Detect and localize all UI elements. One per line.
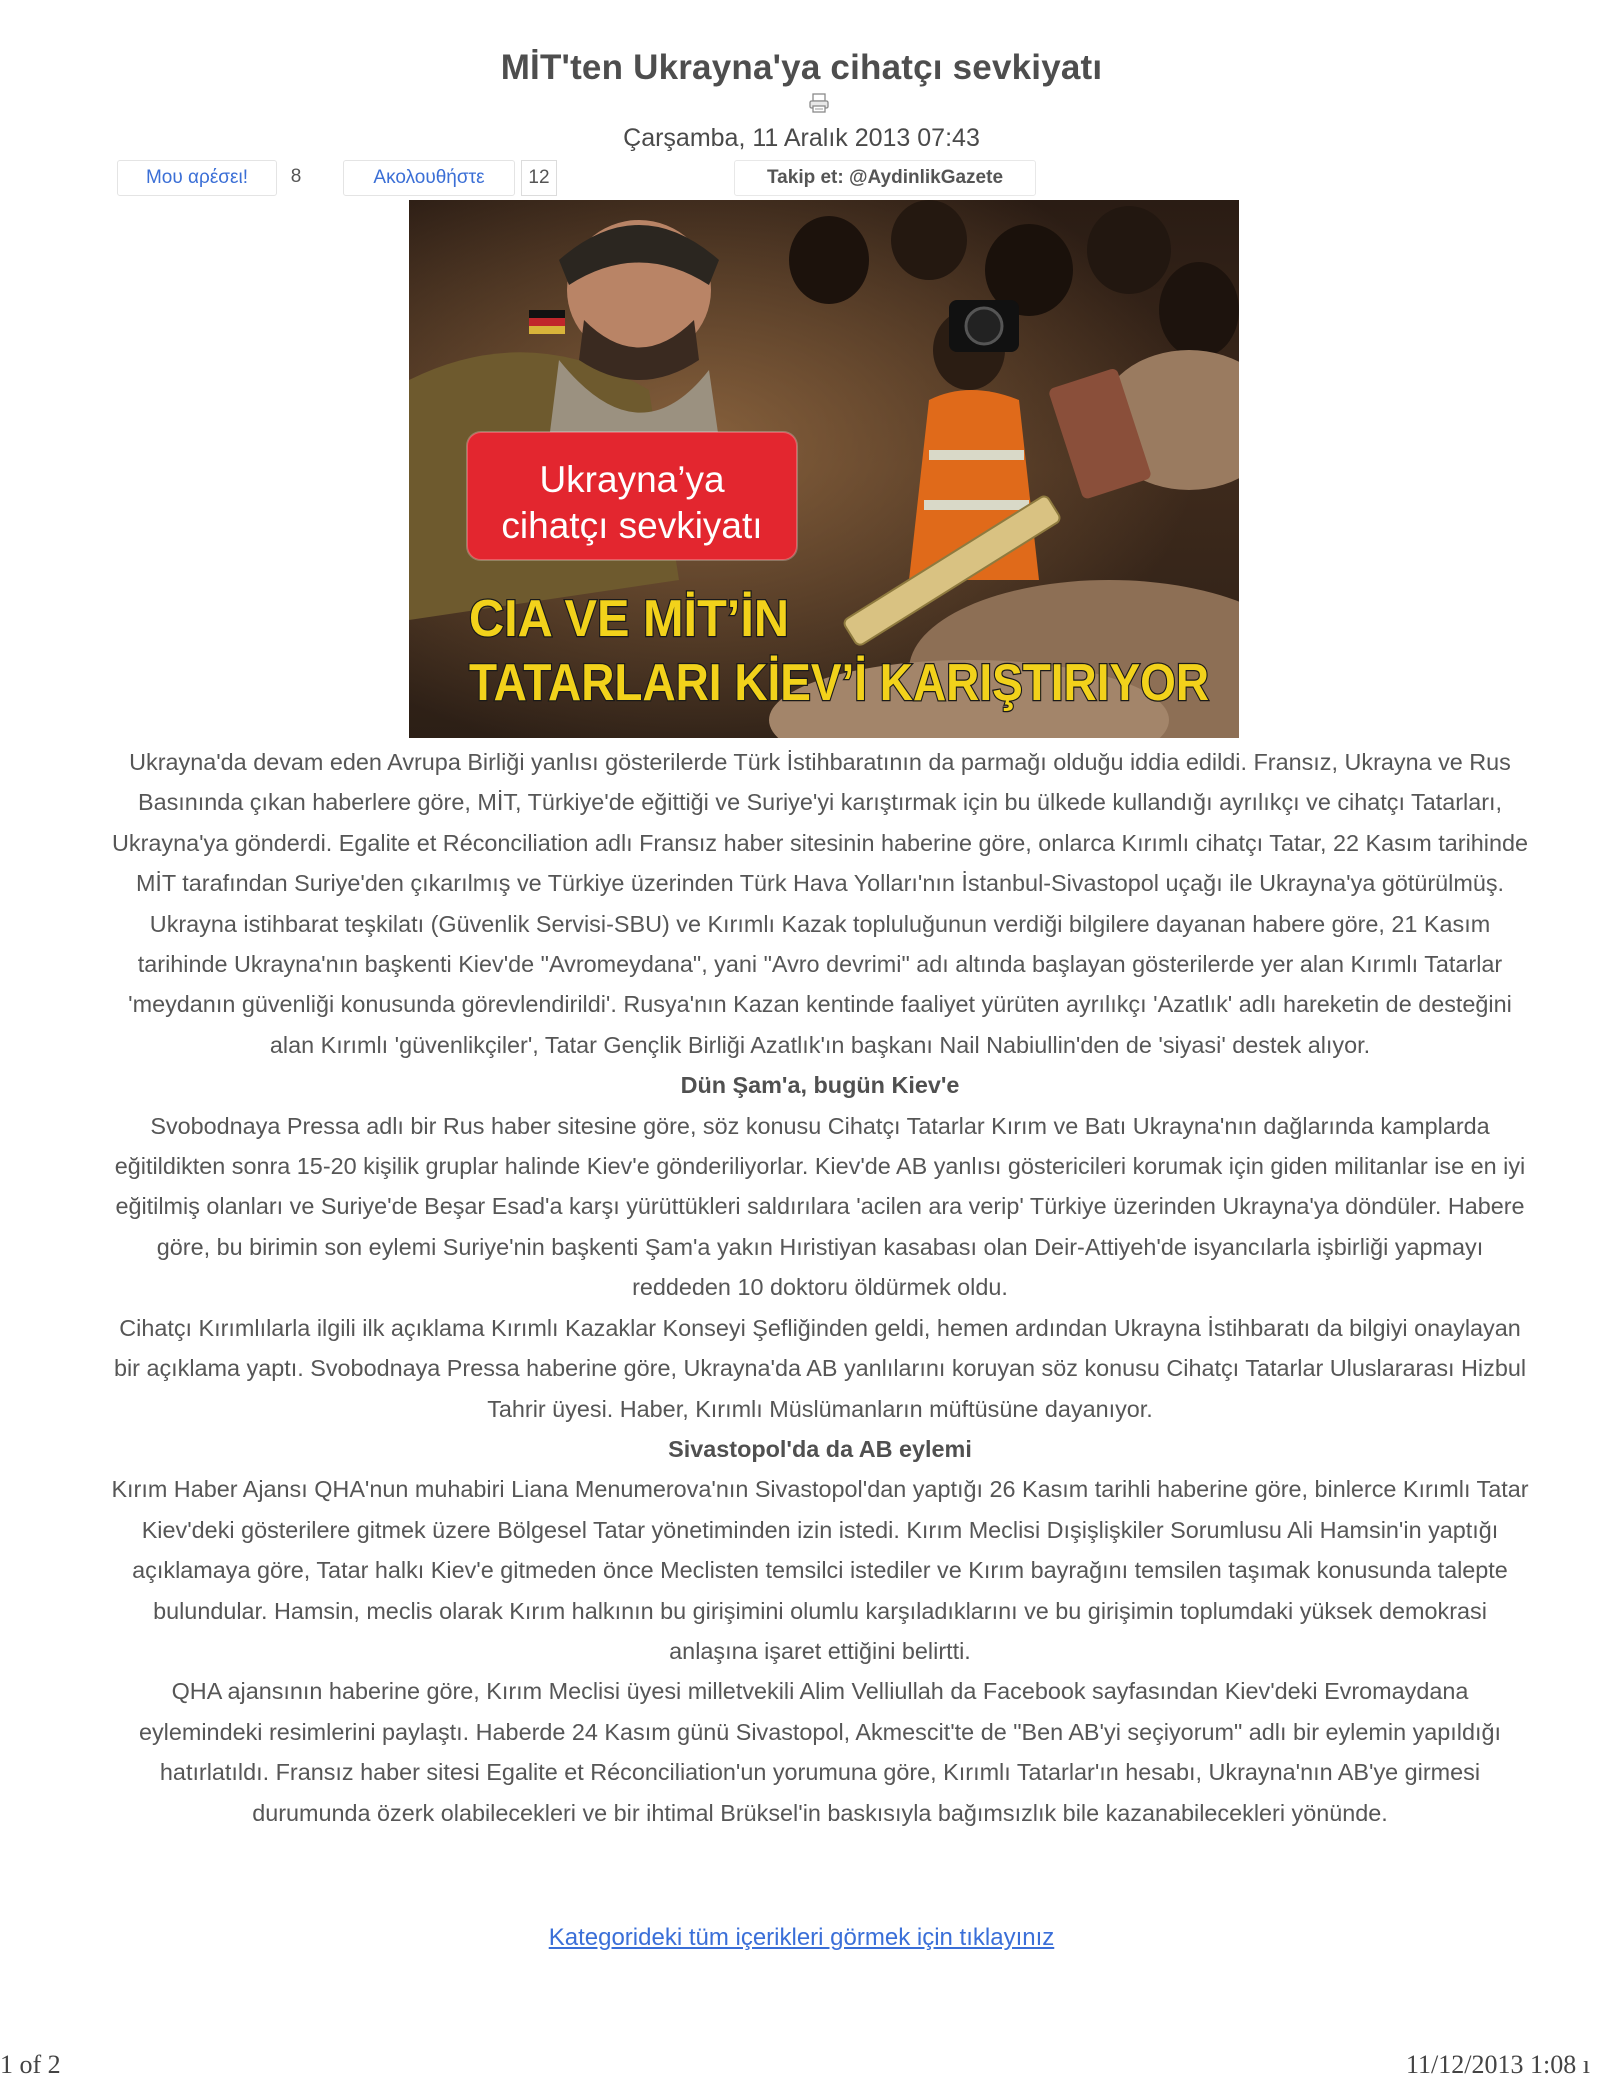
body-paragraph: Ukrayna'da devam eden Avrupa Birliği yanlısı gösterilerde Türk İstihbaratının da parmağı olduğu iddia edildi. Fransız, Ukrayna ve Rus Basınında çıkan haberlere göre, MİT, Türkiye'de eğittiği ve Suriye'yi karıştırmak için bu ülkede kullandığı ayrılıkçı ve cihatçı Tatarları, Ukrayna'ya gönderdi. Egalite et Réconciliation adlı Fransız haber sitesinin haberine göre, onlarca Kırımlı cihatçı Tatar, 22 Kasım tarihinde MİT tarafından Suriye'den çıkarılmış ve Türkiye üzerinden Türk Hava Yolları'nın İstanbul-Sivastopol uçağı ile Ukrayna'ya götürülmüş. Ukrayna istihbarat teşkilatı (Güvenlik Servisi-SBU) ve Kırımlı Kazak topluluğunun verdiği bilgilere dayanan habere göre, 21 Kasım tarihinde Ukrayna'nın başkenti Kiev'de "Avromeydana", yani "Avro devrimi" adı altında başlayan gösterilerde yer alan Kırımlı Tatarlar 'meydanın güvenliği konusunda görevlendirildi'. Rusya'nın Kazan kentinde faaliyet yürüten ayrılıkçı 'Azatlık' adlı hareketin de desteğini alan Kırımlı 'güvenlikçiler', Tatar Gençlik Birliği Azatlık'ın başkanı Nail Nabiullin'den de 'siyasi' destek alıyor. bbox=[111, 749, 1528, 1058]
page-number: 1 of 2 bbox=[0, 2050, 61, 2079]
body-paragraph: Kırım Haber Ajansı QHA'nun muhabiri Liana Menumerova'nın Sivastopol'dan yaptığı 26 Kasım tarihli haberine göre, binlerce Kırımlı Tatar Kiev'deki gösterilere gitmek üzere Bölgesel Tatar yönetiminden izin istedi. Kırım Meclisi Dışişlişkiler Sorumlusu Ali Hamsin'in yaptığı açıklamaya göre, Tatar halkı Kiev'e gitmeden önce Meclisten temsilci istediler ve Kırım bayrağını temsilen taşımak konusunda talepte bulundular. Hamsin, meclis olarak Kırım halkının bu girişimini olumlu karşıladıklarını ve bu girişimin toplumdaki yüksek demokrasi anlaşına işaret ettiğini belirtti. bbox=[111, 1476, 1529, 1664]
article-date: Çarşamba, 11 Aralık 2013 07:43 bbox=[623, 124, 980, 152]
like-button[interactable]: Μου αρέσει! bbox=[117, 160, 277, 196]
like-count: 8 bbox=[284, 160, 308, 194]
hero-badge-line1: Ukrayna’ya bbox=[539, 459, 725, 500]
follow-count: 12 bbox=[521, 160, 557, 196]
hero-badge-line2: cihatçı sevkiyatı bbox=[501, 505, 763, 546]
print-icon[interactable] bbox=[808, 92, 830, 114]
twitter-follow-button[interactable]: Takip et: @AydinlikGazete bbox=[734, 160, 1036, 196]
section-heading: Sivastopol'da da AB eylemi bbox=[668, 1435, 972, 1462]
article-body bbox=[110, 742, 1530, 1833]
print-timestamp: 11/12/2013 1:08 ı bbox=[1406, 2050, 1590, 2079]
category-link[interactable]: Kategorideki tüm içerikleri görmek için tıklayınız bbox=[548, 1924, 1055, 1951]
body-paragraph: QHA ajansının haberine göre, Kırım Meclisi üyesi milletvekili Alim Velliullah da Facebook sayfasından Kiev'deki Evromaydana eylemindeki resimlerini paylaştı. Haberde 24 Kasım günü Sivastopol, Akmescit'te de "Ben AB'yi seçiyorum" adlı bir eylemin yapıldığı hatırlatıldı. Fransız haber sitesi Egalite et Réconciliation'un yorumuna göre, Kırımlı Tatarlar'ın hesabı, Ukrayna'nın AB'ye girmesi durumunda özerk olabilecekleri ve bir ihtimal Brüksel'in baskısıyla bağımsızlık bile kazanabilecekleri yönünde. bbox=[138, 1678, 1502, 1826]
article-title: MİT'ten Ukrayna'ya cihatçı sevkiyatı bbox=[500, 48, 1103, 87]
body-paragraph: Cihatçı Kırımlılarla ilgili ilk açıklama Kırımlı Kazaklar Konseyi Şefliğinden geldi, hemen ardından Ukrayna İstihbaratı da bilgiyi onaylayan bir açıklama yaptı. Svobodnaya Pressa haberine göre, Ukrayna'da AB yanlılarını koruyan söz konusu Cihatçı Tatarlar Uluslararası Hizbul Tahrir üyesi. Haber, Kırımlı Müslümanların müftüsüne dayanıyor. bbox=[113, 1314, 1527, 1422]
follow-facebook-button[interactable]: Ακολουθήστε bbox=[343, 160, 515, 196]
hero-headline-line1: CIA VE MİT’İN bbox=[469, 590, 789, 648]
hero-image bbox=[409, 200, 1239, 738]
hero-headline-line2: TATARLARI KİEV’İ KARIŞTIRIYOR bbox=[469, 654, 1209, 712]
body-paragraph: Svobodnaya Pressa adlı bir Rus haber sitesine göre, söz konusu Cihatçı Tatarlar Kırım ve Batı Ukrayna'nın dağlarında kamplarda eğitildikten sonra 15-20 kişilik gruplar halinde Kiev'e gönderiliyorlar. Kiev'de AB yanlısı göstericileri korumak için giden militanlar ise en iyi eğitilmiş olanları ve Suriye'de Beşar Esad'a karşı yürüttükleri saldırılara 'acilen ara verip' Türkiye üzerinden Ukrayna'ya döndüler. Habere göre, bu birimin son eylemi Suriye'nin başkenti Şam'a yakın Hıristiyan kasabası olan Deir-Attiyeh'de isyancılarla işbirliği yapmayı reddeden 10 doktoru öldürmek oldu. bbox=[114, 1112, 1526, 1301]
section-heading: Dün Şam'a, bugün Kiev'e bbox=[680, 1072, 960, 1099]
